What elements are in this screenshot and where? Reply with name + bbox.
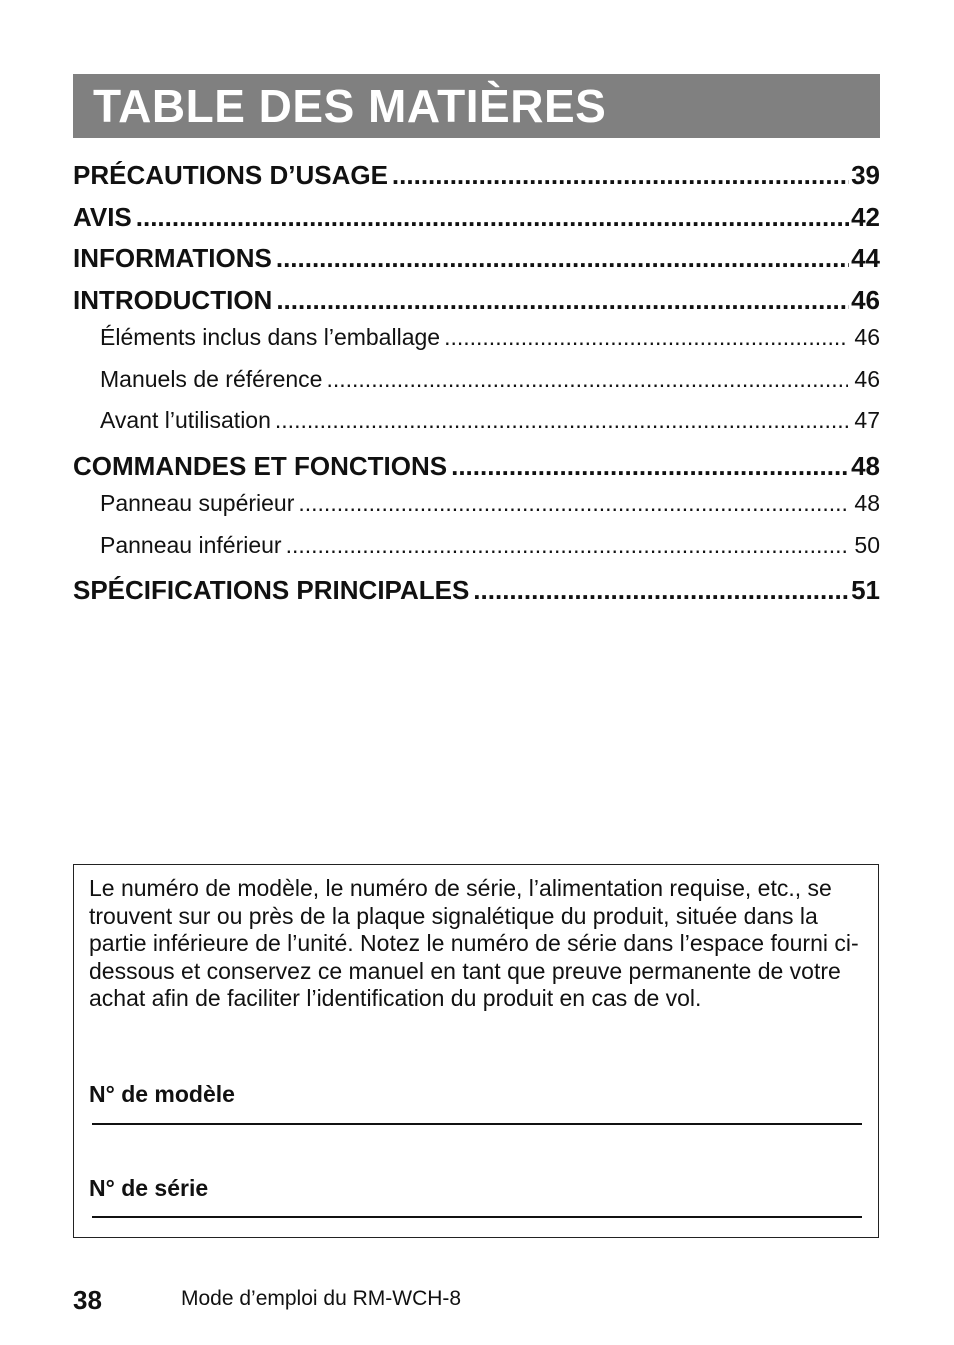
toc-leader-dots: [392, 152, 849, 194]
page-number: 38: [73, 1285, 102, 1315]
serial-number-line: [92, 1216, 862, 1218]
toc-subentry-page: 46: [854, 365, 880, 392]
toc-leader-dots: [276, 277, 849, 319]
toc-subentry[interactable]: [73, 401, 880, 443]
toc-entry-page: 48: [851, 450, 880, 481]
model-number-line: [92, 1123, 862, 1125]
toc-subentry-page: 48: [854, 490, 880, 516]
toc-subentry-page: 46: [854, 324, 880, 350]
toc-entry-page: 39: [851, 160, 880, 190]
toc-leader-dots: [326, 360, 848, 398]
page-title: TABLE DES MATIÈRES: [93, 80, 607, 132]
toc-entry[interactable]: [73, 194, 880, 236]
toc-subentry-page: 47: [854, 407, 880, 433]
table-of-contents: [73, 152, 880, 609]
toc-entry-label: SPÉCIFICATIONS PRINCIPALES: [73, 575, 470, 605]
toc-entry-page: 42: [851, 201, 880, 232]
toc-subentry[interactable]: [73, 318, 880, 360]
footer-manual-title: Mode d’emploi du RM-WCH-8: [181, 1287, 462, 1310]
toc-leader-dots: [136, 194, 849, 236]
toc-entry-page: 51: [851, 575, 880, 605]
toc-subentry[interactable]: [73, 484, 880, 526]
toc-entry-page: 44: [851, 243, 880, 273]
toc-entry-label: INTRODUCTION: [73, 284, 273, 315]
toc-entry-label: COMMANDES ET FONCTIONS: [73, 450, 448, 481]
toc-entry[interactable]: [73, 235, 880, 277]
toc-subentry-label: Panneau supérieur: [100, 490, 295, 516]
toc-subentry-label: Panneau inférieur: [100, 531, 282, 558]
serial-number-label: N° de série: [89, 1175, 209, 1201]
info-paragraph: Le numéro de modèle, le numéro de série, l’alimentation requise, etc., se trouvent sur ou près de la plaque signalétique du produit, située dans la partie inférieure de l’unité. Notez le numéro de série dans l’espace fourni ci-dessous et conservez ce manuel en tant que preuve permanente de votre achat afin de faciliter l’identification du produit en cas de vol.: [89, 875, 859, 1011]
toc-subentry-label: Manuels de référence: [100, 365, 323, 392]
toc-entry-label: AVIS: [73, 201, 132, 232]
toc-leader-dots: [276, 235, 849, 277]
product-info-box: [73, 864, 879, 1238]
toc-leader-dots: [298, 484, 848, 522]
toc-entry[interactable]: [73, 152, 880, 194]
toc-entry-page: 46: [851, 284, 880, 315]
toc-entry[interactable]: [73, 567, 880, 609]
title-banner: [73, 74, 880, 138]
toc-entry[interactable]: [73, 277, 880, 319]
toc-entry[interactable]: [73, 443, 880, 485]
toc-leader-dots: [451, 443, 849, 485]
toc-subentry-page: 50: [854, 531, 880, 558]
toc-leader-dots: [286, 526, 849, 564]
toc-leader-dots: [473, 567, 849, 609]
toc-entry-label: PRÉCAUTIONS D’USAGE: [73, 160, 388, 190]
toc-leader-dots: [275, 401, 849, 439]
toc-entry-label: INFORMATIONS: [73, 243, 272, 273]
toc-subentry[interactable]: [73, 360, 880, 402]
toc-leader-dots: [444, 318, 848, 356]
model-number-label: N° de modèle: [89, 1081, 235, 1107]
toc-subentry-label: Avant l’utilisation: [100, 407, 271, 433]
toc-subentry[interactable]: [73, 526, 880, 568]
toc-subentry-label: Éléments inclus dans l’emballage: [100, 324, 441, 350]
